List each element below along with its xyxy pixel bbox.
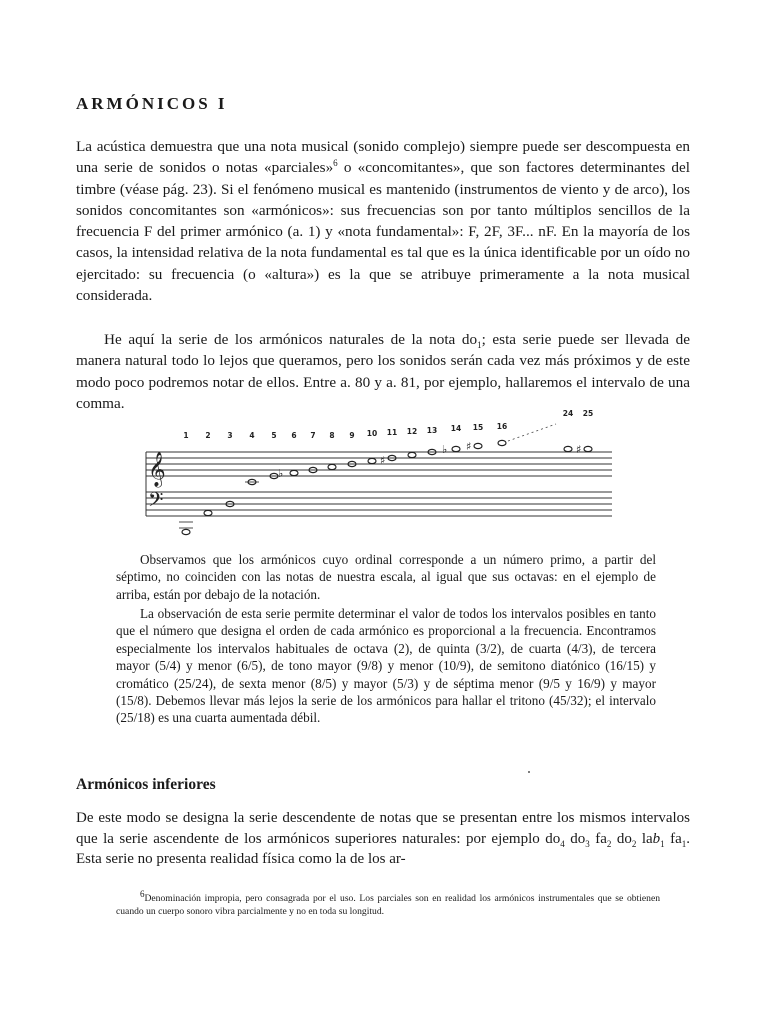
note-head bbox=[474, 443, 482, 448]
harmonic-number: 11 bbox=[386, 428, 398, 437]
harmonic-number: 12 bbox=[406, 427, 418, 436]
note-head bbox=[498, 440, 506, 445]
sharp-icon: ♯ bbox=[576, 443, 582, 456]
harmonic-number: 14 bbox=[450, 424, 462, 433]
intervals-paragraph: La observación de esta serie permite determinar el valor de todos los intervalos posibles en tanto que el número que designa el orden de cada armónico es proporcional a la frecuencia. Encontramos especialmente los intervalos habituales de octava (2), de quinta (3/2), de cuarta (4/3), de tercera mayor (5/4) y menor (6/5), de tono mayor (9/8) y menor (10/9), de semitono diatónico (16/15) y cromático (25/24), de sexta menor (8/5) y mayor (5/3) y de séptima menor (9/5 y 16/9) y mayor (15/8). Debemos llevar más lejos la serie de los armónicos para hallar el tritono (45/32); el intervalo (25/18) es una cuarta aumentada débil. bbox=[116, 606, 656, 726]
harmonic-series-staff bbox=[136, 408, 616, 544]
series-text-b: ; esta serie puede ser llevada de manera natural todo lo lejos que queramos, pero los sonidos serán cada vez más próximos y de este modo poco podremos notar de ellos. Entre a. 80 y a. 81, por ejemplo, hallaremos el intervalo de una comma. bbox=[76, 331, 690, 412]
footnote-reference: 6 bbox=[333, 158, 338, 169]
sharp-icon: ♯ bbox=[380, 454, 386, 467]
prime-harmonics-paragraph: Observamos que los armónicos cuyo ordinal corresponde a un número primo, a partir del séptimo, no coinciden con las notas de nuestra escala, al igual que sus octavas: en el ejemplo de arriba, están por debajo de la notación. bbox=[116, 552, 656, 602]
harmonic-number: 4 bbox=[249, 431, 255, 440]
subscript: 1 bbox=[660, 838, 665, 849]
lower-text-f: fa bbox=[664, 830, 682, 847]
treble-staff bbox=[146, 452, 612, 476]
flat-letter: b bbox=[652, 830, 661, 847]
harmonic-number: 5 bbox=[271, 431, 277, 440]
lower-harmonics-paragraph bbox=[76, 808, 690, 870]
harmonic-number: 1 bbox=[183, 431, 189, 440]
harmonic-series-paragraph bbox=[76, 329, 690, 414]
ottava-dashes bbox=[508, 424, 556, 441]
intro-text-rest: o «concomitantes», que son factores determinantes del timbre (véase pág. 23). Si el fenómeno musical es mantenido (instrumentos de viento y de arco), los sonidos concomitantes son «armónicos»: sus frecuencias son por tanto múltiplos sencillos de la frecuencia F del primer armónico (a. 1) y «nota fundamental»: F, 2F, 3F... nF. En la mayoría de los casos, la intensidad relativa de la nota fundamental es tal que es la única identificable por un oído no ejercitado: su frecuencia (o «altura») es la que se atribuye primeramente a la nota musical considerada. bbox=[76, 159, 690, 305]
harmonic-number: 9 bbox=[349, 431, 355, 440]
octave-subscript: 1 bbox=[477, 340, 482, 351]
harmonic-number: 6 bbox=[291, 431, 297, 440]
harmonic-number: 2 bbox=[205, 431, 211, 440]
note-head bbox=[204, 510, 212, 515]
harmonic-number: 16 bbox=[496, 422, 508, 431]
subscript: 1 bbox=[681, 838, 687, 849]
note-heads bbox=[179, 440, 592, 534]
note-head bbox=[564, 446, 572, 451]
intro-text: La acústica demuestra que una nota musical (sonido complejo) siempre puede ser descompuesta en una serie de sonidos o notas «parciales» bbox=[76, 138, 690, 177]
harmonic-number-labels bbox=[183, 409, 593, 440]
harmonic-number: 24 bbox=[562, 409, 574, 418]
accidentals bbox=[278, 440, 581, 480]
lower-text-c: fa bbox=[589, 830, 607, 847]
lower-text-a: De este modo se designa la serie descendente de notas que se presentan entre los mismos intervalos que la serie ascendente de los armónicos superiores naturales: por ejemplo do bbox=[76, 810, 690, 847]
series-text-a: He aquí la serie de los armónicos naturales de la nota do bbox=[104, 331, 478, 348]
subscript: 3 bbox=[585, 838, 590, 849]
harmonic-number: 7 bbox=[310, 431, 316, 440]
subscript: 2 bbox=[631, 838, 637, 849]
note-head bbox=[328, 464, 336, 469]
bass-staff bbox=[146, 492, 612, 516]
harmonic-number: 13 bbox=[426, 426, 438, 435]
print-speck bbox=[528, 771, 530, 773]
harmonic-number: 3 bbox=[227, 431, 233, 440]
lower-text-b: do bbox=[564, 830, 586, 847]
lower-text-d: do bbox=[611, 830, 632, 847]
note-head bbox=[584, 446, 592, 451]
harmonic-number: 8 bbox=[329, 431, 335, 440]
chapter-title: ARMÓNICOS I bbox=[76, 94, 228, 113]
flat-icon: ♭ bbox=[278, 467, 284, 480]
bass-clef-icon: 𝄢 bbox=[148, 488, 164, 516]
footnote bbox=[116, 888, 660, 918]
subscript: 2 bbox=[606, 838, 612, 849]
lower-text-g: . Esta serie no presenta realidad física como la de los ar- bbox=[76, 830, 691, 867]
sharp-icon: ♯ bbox=[466, 440, 472, 453]
footnote-marker: 6 bbox=[140, 888, 145, 899]
flat-icon: ♭ bbox=[442, 443, 448, 456]
note-head bbox=[290, 470, 298, 475]
subscript: 4 bbox=[560, 838, 565, 849]
note-head bbox=[368, 458, 376, 463]
note-head bbox=[408, 452, 416, 457]
footnote-text: Denominación impropia, pero consagrada por el uso. Los parciales son en realidad los armónicos instrumentales que se obtienen cuando un cuerpo sonoro vibra parcialmente y no en toda su longitud. bbox=[116, 893, 660, 917]
harmonic-number: 25 bbox=[582, 409, 594, 418]
harmonic-number: 15 bbox=[472, 423, 484, 432]
note-head bbox=[452, 446, 460, 451]
section-subtitle: Armónicos inferiores bbox=[76, 776, 216, 793]
intro-paragraph bbox=[76, 136, 690, 306]
note-head bbox=[182, 529, 190, 534]
treble-clef-icon: 𝄞 bbox=[148, 452, 166, 487]
lower-text-e: la bbox=[636, 830, 653, 847]
harmonic-number: 10 bbox=[366, 429, 378, 438]
